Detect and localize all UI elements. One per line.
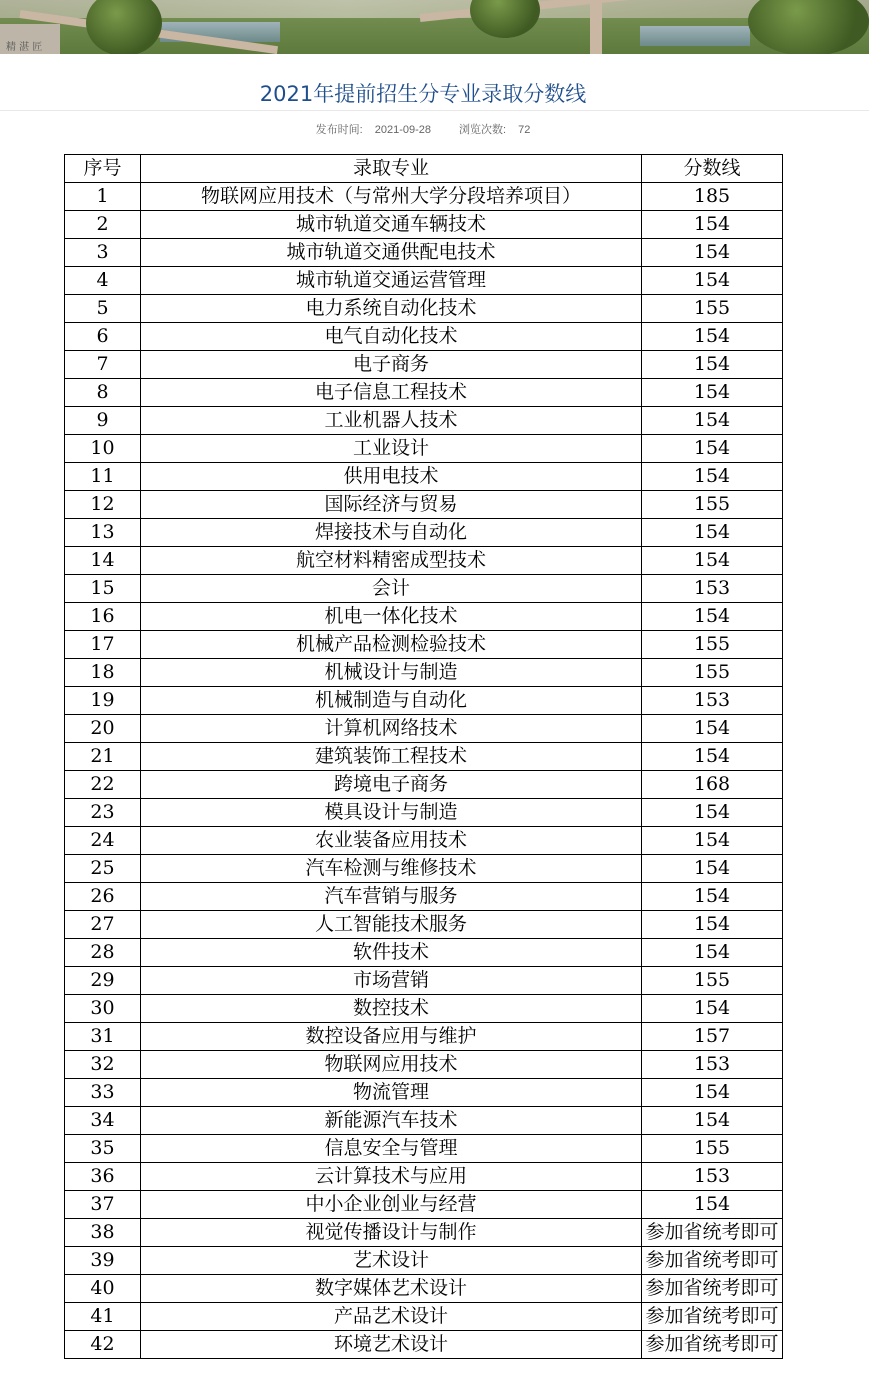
row-score: 153 <box>642 1051 783 1079</box>
row-score: 154 <box>642 519 783 547</box>
row-score: 154 <box>642 267 783 295</box>
admission-score-table <box>64 154 783 1359</box>
row-major: 数控设备应用与维护 <box>141 1023 642 1051</box>
row-index: 3 <box>65 239 141 267</box>
row-index: 42 <box>65 1331 141 1359</box>
table-row <box>65 911 783 939</box>
row-index: 23 <box>65 799 141 827</box>
row-index: 34 <box>65 1107 141 1135</box>
row-score: 154 <box>642 603 783 631</box>
row-score: 参加省统考即可 <box>642 1247 783 1275</box>
row-score: 154 <box>642 1191 783 1219</box>
table-row <box>65 267 783 295</box>
header-index: 序号 <box>65 155 141 183</box>
row-major: 汽车检测与维修技术 <box>141 855 642 883</box>
table-row <box>65 1135 783 1163</box>
table-row <box>65 407 783 435</box>
row-score: 157 <box>642 1023 783 1051</box>
row-major: 工业机器人技术 <box>141 407 642 435</box>
views-label: 浏览次数: <box>459 124 507 136</box>
row-major: 电子信息工程技术 <box>141 379 642 407</box>
row-score: 154 <box>642 743 783 771</box>
row-score: 154 <box>642 379 783 407</box>
row-major: 供用电技术 <box>141 463 642 491</box>
table-row <box>65 1275 783 1303</box>
row-index: 28 <box>65 939 141 967</box>
table-row <box>65 379 783 407</box>
row-major: 信息安全与管理 <box>141 1135 642 1163</box>
row-index: 39 <box>65 1247 141 1275</box>
row-major: 软件技术 <box>141 939 642 967</box>
table-row <box>65 799 783 827</box>
table-row <box>65 1163 783 1191</box>
table-row <box>65 855 783 883</box>
row-index: 14 <box>65 547 141 575</box>
row-index: 20 <box>65 715 141 743</box>
row-score: 154 <box>642 911 783 939</box>
table-row <box>65 1191 783 1219</box>
table-row <box>65 1023 783 1051</box>
banner-path <box>590 0 602 54</box>
banner-building <box>0 24 60 54</box>
table-row <box>65 491 783 519</box>
row-score: 153 <box>642 687 783 715</box>
row-major: 机械设计与制造 <box>141 659 642 687</box>
row-major: 物流管理 <box>141 1079 642 1107</box>
table-row <box>65 771 783 799</box>
table-row <box>65 183 783 211</box>
row-score: 154 <box>642 435 783 463</box>
table-row <box>65 1247 783 1275</box>
banner-tree <box>748 0 869 54</box>
row-index: 40 <box>65 1275 141 1303</box>
row-index: 9 <box>65 407 141 435</box>
banner-building-text: 精 湛 匠 <box>6 42 43 53</box>
row-major: 视觉传播设计与制作 <box>141 1219 642 1247</box>
row-index: 26 <box>65 883 141 911</box>
row-score: 155 <box>642 967 783 995</box>
header-score: 分数线 <box>642 155 783 183</box>
row-score: 153 <box>642 575 783 603</box>
row-index: 4 <box>65 267 141 295</box>
row-score: 154 <box>642 407 783 435</box>
row-index: 19 <box>65 687 141 715</box>
row-score: 154 <box>642 211 783 239</box>
table-row <box>65 463 783 491</box>
table-row <box>65 1079 783 1107</box>
row-major: 国际经济与贸易 <box>141 491 642 519</box>
row-major: 数字媒体艺术设计 <box>141 1275 642 1303</box>
article-title: 2021年提前招生分专业录取分数线 <box>259 82 587 106</box>
row-index: 16 <box>65 603 141 631</box>
row-index: 10 <box>65 435 141 463</box>
row-index: 5 <box>65 295 141 323</box>
table-row <box>65 1331 783 1359</box>
table-row <box>65 687 783 715</box>
row-major: 会计 <box>141 575 642 603</box>
table-row <box>65 295 783 323</box>
row-index: 21 <box>65 743 141 771</box>
row-score: 154 <box>642 323 783 351</box>
row-major: 焊接技术与自动化 <box>141 519 642 547</box>
row-score: 155 <box>642 631 783 659</box>
table-row <box>65 939 783 967</box>
row-index: 27 <box>65 911 141 939</box>
row-index: 37 <box>65 1191 141 1219</box>
table-row <box>65 239 783 267</box>
row-index: 24 <box>65 827 141 855</box>
table-row <box>65 575 783 603</box>
row-major: 人工智能技术服务 <box>141 911 642 939</box>
table-row <box>65 631 783 659</box>
table-row <box>65 827 783 855</box>
row-index: 22 <box>65 771 141 799</box>
row-index: 11 <box>65 463 141 491</box>
table-row <box>65 1107 783 1135</box>
row-major: 中小企业创业与经营 <box>141 1191 642 1219</box>
row-major: 航空材料精密成型技术 <box>141 547 642 575</box>
banner-tree <box>470 0 540 38</box>
row-index: 31 <box>65 1023 141 1051</box>
row-score: 参加省统考即可 <box>642 1219 783 1247</box>
row-major: 电气自动化技术 <box>141 323 642 351</box>
banner-tree <box>86 0 162 54</box>
row-score: 155 <box>642 659 783 687</box>
row-score: 155 <box>642 491 783 519</box>
row-score: 154 <box>642 827 783 855</box>
table-row <box>65 211 783 239</box>
row-score: 154 <box>642 715 783 743</box>
header-banner-image <box>0 0 869 54</box>
row-score: 参加省统考即可 <box>642 1331 783 1359</box>
row-major: 物联网应用技术 <box>141 1051 642 1079</box>
row-score: 154 <box>642 463 783 491</box>
row-major: 城市轨道交通供配电技术 <box>141 239 642 267</box>
row-index: 8 <box>65 379 141 407</box>
row-major: 建筑装饰工程技术 <box>141 743 642 771</box>
row-major: 物联网应用技术（与常州大学分段培养项目） <box>141 183 642 211</box>
row-score: 185 <box>642 183 783 211</box>
row-index: 7 <box>65 351 141 379</box>
table-row <box>65 967 783 995</box>
row-major: 跨境电子商务 <box>141 771 642 799</box>
row-major: 环境艺术设计 <box>141 1331 642 1359</box>
row-major: 计算机网络技术 <box>141 715 642 743</box>
row-index: 25 <box>65 855 141 883</box>
row-major: 新能源汽车技术 <box>141 1107 642 1135</box>
row-score: 154 <box>642 883 783 911</box>
row-index: 18 <box>65 659 141 687</box>
row-index: 38 <box>65 1219 141 1247</box>
table-row <box>65 603 783 631</box>
table-row <box>65 1219 783 1247</box>
table-row <box>65 1303 783 1331</box>
row-index: 1 <box>65 183 141 211</box>
row-index: 13 <box>65 519 141 547</box>
row-score: 154 <box>642 1079 783 1107</box>
row-index: 35 <box>65 1135 141 1163</box>
row-index: 33 <box>65 1079 141 1107</box>
row-score: 参加省统考即可 <box>642 1275 783 1303</box>
table-row <box>65 743 783 771</box>
row-major: 市场营销 <box>141 967 642 995</box>
row-index: 2 <box>65 211 141 239</box>
row-index: 36 <box>65 1163 141 1191</box>
row-index: 41 <box>65 1303 141 1331</box>
table-header-row <box>65 155 783 183</box>
row-major: 数控技术 <box>141 995 642 1023</box>
table-row <box>65 659 783 687</box>
row-index: 30 <box>65 995 141 1023</box>
row-major: 城市轨道交通车辆技术 <box>141 211 642 239</box>
table-row <box>65 715 783 743</box>
row-score: 154 <box>642 799 783 827</box>
row-index: 17 <box>65 631 141 659</box>
row-score: 参加省统考即可 <box>642 1303 783 1331</box>
row-score: 155 <box>642 1135 783 1163</box>
table-row <box>65 995 783 1023</box>
row-major: 产品艺术设计 <box>141 1303 642 1331</box>
publish-label: 发布时间: <box>315 124 363 136</box>
publish-date: 2021-09-28 <box>374 124 432 136</box>
header-major: 录取专业 <box>141 155 642 183</box>
table-row <box>65 323 783 351</box>
row-score: 154 <box>642 1107 783 1135</box>
row-major: 城市轨道交通运营管理 <box>141 267 642 295</box>
title-divider <box>0 110 869 111</box>
row-major: 艺术设计 <box>141 1247 642 1275</box>
row-index: 6 <box>65 323 141 351</box>
row-score: 153 <box>642 1163 783 1191</box>
views-count: 72 <box>518 124 531 136</box>
row-score: 168 <box>642 771 783 799</box>
row-index: 15 <box>65 575 141 603</box>
row-major: 电子商务 <box>141 351 642 379</box>
table-row <box>65 1051 783 1079</box>
row-major: 汽车营销与服务 <box>141 883 642 911</box>
row-major: 机电一体化技术 <box>141 603 642 631</box>
row-index: 12 <box>65 491 141 519</box>
row-score: 155 <box>642 295 783 323</box>
row-index: 32 <box>65 1051 141 1079</box>
row-major: 云计算技术与应用 <box>141 1163 642 1191</box>
table-row <box>65 351 783 379</box>
table-row <box>65 547 783 575</box>
row-score: 154 <box>642 855 783 883</box>
table-row <box>65 519 783 547</box>
article-meta <box>0 121 846 137</box>
table-row <box>65 883 783 911</box>
row-score: 154 <box>642 351 783 379</box>
row-index: 29 <box>65 967 141 995</box>
row-score: 154 <box>642 547 783 575</box>
row-major: 农业装备应用技术 <box>141 827 642 855</box>
row-score: 154 <box>642 995 783 1023</box>
banner-pond <box>640 26 750 46</box>
row-major: 机械产品检测检验技术 <box>141 631 642 659</box>
row-score: 154 <box>642 239 783 267</box>
row-major: 机械制造与自动化 <box>141 687 642 715</box>
row-score: 154 <box>642 939 783 967</box>
row-major: 工业设计 <box>141 435 642 463</box>
row-major: 电力系统自动化技术 <box>141 295 642 323</box>
table-row <box>65 435 783 463</box>
row-major: 模具设计与制造 <box>141 799 642 827</box>
